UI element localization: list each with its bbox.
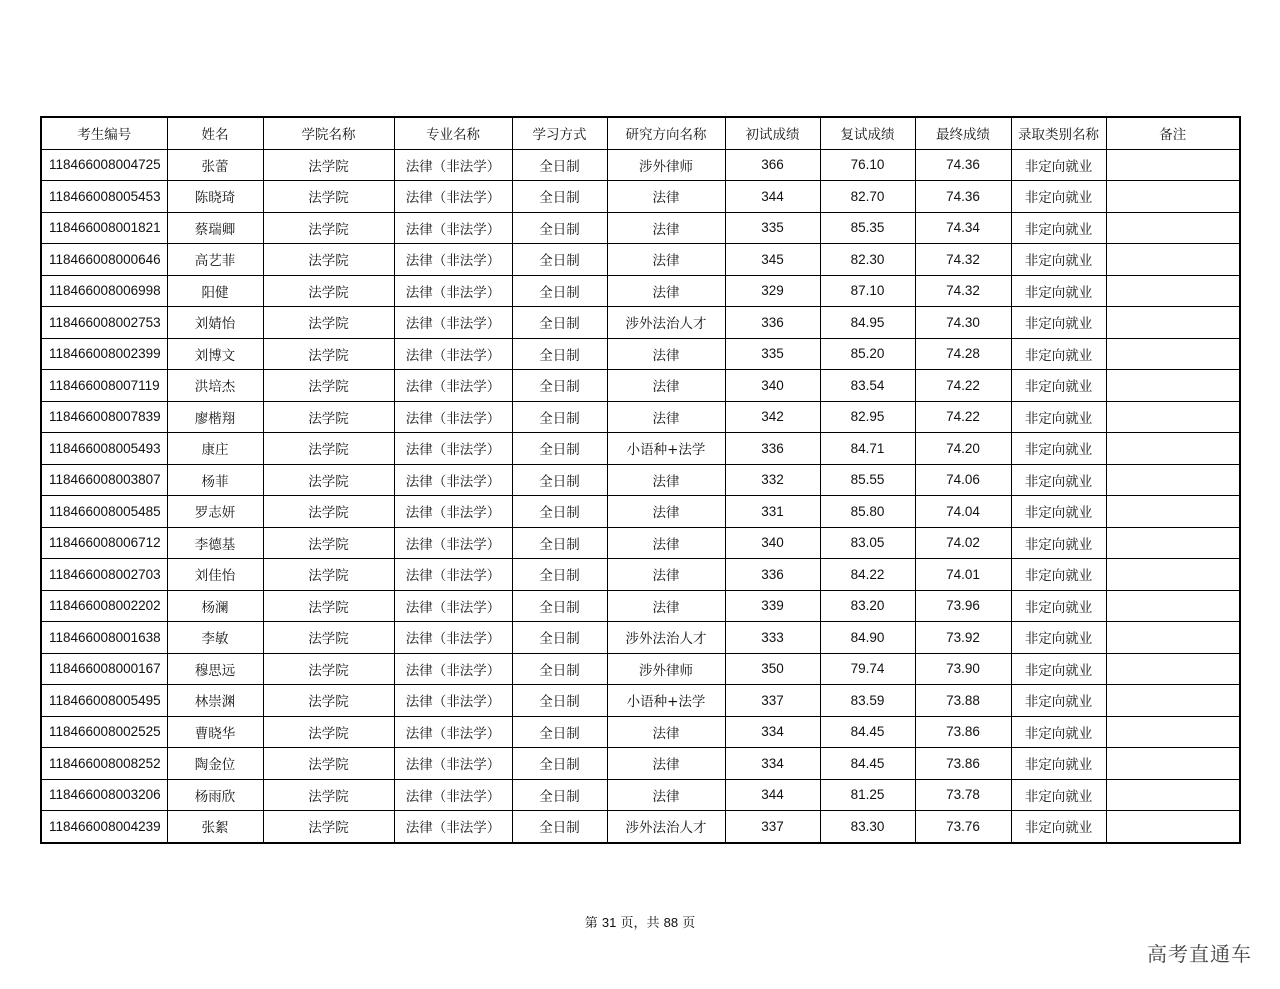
cell-name: 刘佳怡: [167, 559, 263, 591]
header-college: 学院名称: [263, 117, 394, 149]
cell-remarks: [1106, 590, 1240, 622]
cell-initial-score: 337: [725, 811, 820, 843]
cell-remarks: [1106, 559, 1240, 591]
table-row: [41, 181, 1240, 213]
cell-major: 法律（非法学）: [394, 181, 512, 213]
cell-admission-category: 非定向就业: [1011, 275, 1106, 307]
cell-study-mode: 全日制: [512, 338, 607, 370]
cell-name: 穆思远: [167, 653, 263, 685]
header-final-score: 最终成绩: [915, 117, 1011, 149]
cell-exam-id: 118466008005453: [41, 181, 167, 213]
cell-study-mode: 全日制: [512, 590, 607, 622]
cell-name: 李德基: [167, 527, 263, 559]
cell-study-mode: 全日制: [512, 275, 607, 307]
cell-retest-score: 79.74: [820, 653, 915, 685]
cell-retest-score: 84.45: [820, 748, 915, 780]
cell-final-score: 74.36: [915, 181, 1011, 213]
cell-major: 法律（非法学）: [394, 748, 512, 780]
cell-major: 法律（非法学）: [394, 401, 512, 433]
cell-admission-category: 非定向就业: [1011, 559, 1106, 591]
cell-initial-score: 350: [725, 653, 820, 685]
cell-study-mode: 全日制: [512, 370, 607, 402]
header-remarks: 备注: [1106, 117, 1240, 149]
cell-name: 阳健: [167, 275, 263, 307]
cell-admission-category: 非定向就业: [1011, 685, 1106, 717]
cell-remarks: [1106, 779, 1240, 811]
table-row: [41, 748, 1240, 780]
cell-study-mode: 全日制: [512, 244, 607, 276]
cell-final-score: 74.04: [915, 496, 1011, 528]
table-row: [41, 464, 1240, 496]
cell-research-direction: 法律: [607, 716, 725, 748]
cell-name: 洪培杰: [167, 370, 263, 402]
cell-study-mode: 全日制: [512, 653, 607, 685]
cell-research-direction: 涉外律师: [607, 653, 725, 685]
cell-college: 法学院: [263, 590, 394, 622]
cell-initial-score: 345: [725, 244, 820, 276]
cell-admission-category: 非定向就业: [1011, 244, 1106, 276]
cell-name: 廖楷翔: [167, 401, 263, 433]
cell-name: 蔡瑞卿: [167, 212, 263, 244]
cell-remarks: [1106, 307, 1240, 339]
cell-admission-category: 非定向就业: [1011, 212, 1106, 244]
cell-college: 法学院: [263, 275, 394, 307]
cell-admission-category: 非定向就业: [1011, 653, 1106, 685]
cell-initial-score: 333: [725, 622, 820, 654]
cell-initial-score: 334: [725, 748, 820, 780]
cell-admission-category: 非定向就业: [1011, 401, 1106, 433]
cell-college: 法学院: [263, 338, 394, 370]
cell-admission-category: 非定向就业: [1011, 527, 1106, 559]
cell-retest-score: 82.70: [820, 181, 915, 213]
cell-exam-id: 118466008008252: [41, 748, 167, 780]
cell-final-score: 74.22: [915, 401, 1011, 433]
cell-admission-category: 非定向就业: [1011, 181, 1106, 213]
cell-remarks: [1106, 181, 1240, 213]
cell-college: 法学院: [263, 433, 394, 465]
table-row: [41, 685, 1240, 717]
table-row: [41, 307, 1240, 339]
cell-final-score: 73.92: [915, 622, 1011, 654]
cell-final-score: 74.30: [915, 307, 1011, 339]
cell-remarks: [1106, 275, 1240, 307]
cell-exam-id: 118466008002753: [41, 307, 167, 339]
cell-college: 法学院: [263, 149, 394, 181]
cell-college: 法学院: [263, 622, 394, 654]
cell-retest-score: 85.80: [820, 496, 915, 528]
cell-admission-category: 非定向就业: [1011, 748, 1106, 780]
cell-retest-score: 87.10: [820, 275, 915, 307]
cell-remarks: [1106, 338, 1240, 370]
cell-name: 曹晓华: [167, 716, 263, 748]
cell-final-score: 74.01: [915, 559, 1011, 591]
table-row: [41, 244, 1240, 276]
cell-remarks: [1106, 653, 1240, 685]
cell-initial-score: 335: [725, 338, 820, 370]
footer-page-number: 31: [601, 915, 617, 930]
cell-final-score: 73.96: [915, 590, 1011, 622]
cell-initial-score: 332: [725, 464, 820, 496]
cell-exam-id: 118466008003807: [41, 464, 167, 496]
footer-prefix: 第: [584, 916, 598, 931]
cell-initial-score: 331: [725, 496, 820, 528]
cell-college: 法学院: [263, 716, 394, 748]
cell-study-mode: 全日制: [512, 401, 607, 433]
cell-research-direction: 法律: [607, 212, 725, 244]
table-row: [41, 622, 1240, 654]
cell-college: 法学院: [263, 653, 394, 685]
cell-exam-id: 118466008002525: [41, 716, 167, 748]
header-row: [41, 117, 1240, 149]
cell-remarks: [1106, 811, 1240, 843]
cell-major: 法律（非法学）: [394, 464, 512, 496]
cell-name: 杨澜: [167, 590, 263, 622]
cell-exam-id: 118466008007839: [41, 401, 167, 433]
cell-remarks: [1106, 622, 1240, 654]
table-row: [41, 590, 1240, 622]
cell-name: 李敏: [167, 622, 263, 654]
cell-study-mode: 全日制: [512, 685, 607, 717]
cell-research-direction: 法律: [607, 464, 725, 496]
cell-exam-id: 118466008005485: [41, 496, 167, 528]
cell-research-direction: 法律: [607, 401, 725, 433]
cell-final-score: 74.34: [915, 212, 1011, 244]
cell-research-direction: 法律: [607, 527, 725, 559]
cell-retest-score: 83.20: [820, 590, 915, 622]
cell-exam-id: 118466008002399: [41, 338, 167, 370]
cell-retest-score: 84.95: [820, 307, 915, 339]
cell-exam-id: 118466008004725: [41, 149, 167, 181]
cell-admission-category: 非定向就业: [1011, 779, 1106, 811]
header-admission-category: 录取类别名称: [1011, 117, 1106, 149]
header-name: 姓名: [167, 117, 263, 149]
cell-retest-score: 84.90: [820, 622, 915, 654]
cell-admission-category: 非定向就业: [1011, 716, 1106, 748]
cell-college: 法学院: [263, 496, 394, 528]
cell-final-score: 74.20: [915, 433, 1011, 465]
cell-remarks: [1106, 212, 1240, 244]
cell-research-direction: 法律: [607, 779, 725, 811]
cell-research-direction: 法律: [607, 338, 725, 370]
cell-major: 法律（非法学）: [394, 149, 512, 181]
cell-college: 法学院: [263, 559, 394, 591]
cell-initial-score: 329: [725, 275, 820, 307]
cell-final-score: 74.22: [915, 370, 1011, 402]
cell-major: 法律（非法学）: [394, 338, 512, 370]
cell-study-mode: 全日制: [512, 811, 607, 843]
cell-final-score: 73.88: [915, 685, 1011, 717]
cell-final-score: 74.32: [915, 244, 1011, 276]
table-body: [41, 149, 1240, 843]
cell-remarks: [1106, 685, 1240, 717]
cell-initial-score: 337: [725, 685, 820, 717]
cell-major: 法律（非法学）: [394, 433, 512, 465]
cell-retest-score: 83.59: [820, 685, 915, 717]
cell-final-score: 74.06: [915, 464, 1011, 496]
cell-remarks: [1106, 496, 1240, 528]
cell-retest-score: 85.35: [820, 212, 915, 244]
cell-name: 陶金位: [167, 748, 263, 780]
cell-retest-score: 85.55: [820, 464, 915, 496]
cell-initial-score: 336: [725, 559, 820, 591]
cell-retest-score: 81.25: [820, 779, 915, 811]
table-row: [41, 370, 1240, 402]
cell-exam-id: 118466008001638: [41, 622, 167, 654]
cell-name: 刘博文: [167, 338, 263, 370]
table-row: [41, 779, 1240, 811]
cell-study-mode: 全日制: [512, 559, 607, 591]
cell-remarks: [1106, 716, 1240, 748]
cell-final-score: 74.02: [915, 527, 1011, 559]
cell-retest-score: 83.54: [820, 370, 915, 402]
cell-college: 法学院: [263, 748, 394, 780]
cell-initial-score: 339: [725, 590, 820, 622]
table-row: [41, 559, 1240, 591]
footer-suffix: 页: [682, 916, 696, 931]
cell-exam-id: 118466008001821: [41, 212, 167, 244]
cell-major: 法律（非法学）: [394, 685, 512, 717]
cell-final-score: 74.28: [915, 338, 1011, 370]
cell-remarks: [1106, 244, 1240, 276]
cell-exam-id: 118466008002703: [41, 559, 167, 591]
cell-name: 张蕾: [167, 149, 263, 181]
cell-final-score: 74.36: [915, 149, 1011, 181]
cell-major: 法律（非法学）: [394, 370, 512, 402]
cell-remarks: [1106, 149, 1240, 181]
cell-research-direction: 法律: [607, 181, 725, 213]
header-retest-score: 复试成绩: [820, 117, 915, 149]
cell-study-mode: 全日制: [512, 748, 607, 780]
cell-final-score: 73.86: [915, 748, 1011, 780]
cell-admission-category: 非定向就业: [1011, 464, 1106, 496]
cell-initial-score: 344: [725, 779, 820, 811]
cell-remarks: [1106, 748, 1240, 780]
cell-major: 法律（非法学）: [394, 275, 512, 307]
table-row: [41, 811, 1240, 843]
cell-final-score: 73.76: [915, 811, 1011, 843]
cell-retest-score: 84.45: [820, 716, 915, 748]
cell-research-direction: 法律: [607, 275, 725, 307]
cell-study-mode: 全日制: [512, 779, 607, 811]
table-row: [41, 149, 1240, 181]
table-row: [41, 527, 1240, 559]
header-research-direction: 研究方向名称: [607, 117, 725, 149]
cell-major: 法律（非法学）: [394, 622, 512, 654]
cell-admission-category: 非定向就业: [1011, 433, 1106, 465]
cell-major: 法律（非法学）: [394, 590, 512, 622]
cell-major: 法律（非法学）: [394, 527, 512, 559]
cell-college: 法学院: [263, 527, 394, 559]
cell-research-direction: 法律: [607, 559, 725, 591]
cell-retest-score: 82.30: [820, 244, 915, 276]
cell-name: 杨雨欣: [167, 779, 263, 811]
cell-research-direction: 法律: [607, 590, 725, 622]
cell-research-direction: 小语种+法学: [607, 685, 725, 717]
cell-college: 法学院: [263, 464, 394, 496]
cell-name: 张絮: [167, 811, 263, 843]
cell-name: 陈晓琦: [167, 181, 263, 213]
cell-exam-id: 118466008007119: [41, 370, 167, 402]
cell-admission-category: 非定向就业: [1011, 370, 1106, 402]
cell-major: 法律（非法学）: [394, 307, 512, 339]
cell-admission-category: 非定向就业: [1011, 590, 1106, 622]
cell-retest-score: 82.95: [820, 401, 915, 433]
watermark-text: 高考直通车: [1147, 942, 1252, 966]
cell-college: 法学院: [263, 244, 394, 276]
cell-remarks: [1106, 464, 1240, 496]
cell-exam-id: 118466008003206: [41, 779, 167, 811]
cell-college: 法学院: [263, 307, 394, 339]
cell-admission-category: 非定向就业: [1011, 149, 1106, 181]
cell-remarks: [1106, 527, 1240, 559]
cell-college: 法学院: [263, 212, 394, 244]
header-study-mode: 学习方式: [512, 117, 607, 149]
cell-admission-category: 非定向就业: [1011, 622, 1106, 654]
cell-final-score: 73.78: [915, 779, 1011, 811]
cell-research-direction: 涉外法治人才: [607, 622, 725, 654]
cell-study-mode: 全日制: [512, 149, 607, 181]
cell-major: 法律（非法学）: [394, 496, 512, 528]
cell-study-mode: 全日制: [512, 212, 607, 244]
cell-major: 法律（非法学）: [394, 244, 512, 276]
cell-major: 法律（非法学）: [394, 811, 512, 843]
table-row: [41, 716, 1240, 748]
cell-major: 法律（非法学）: [394, 779, 512, 811]
cell-exam-id: 118466008002202: [41, 590, 167, 622]
cell-research-direction: 法律: [607, 748, 725, 780]
cell-retest-score: 84.22: [820, 559, 915, 591]
header-major: 专业名称: [394, 117, 512, 149]
table-row: [41, 338, 1240, 370]
cell-study-mode: 全日制: [512, 181, 607, 213]
cell-initial-score: 336: [725, 433, 820, 465]
table-row: [41, 275, 1240, 307]
admission-table: [40, 116, 1241, 844]
cell-exam-id: 118466008006712: [41, 527, 167, 559]
cell-retest-score: 84.71: [820, 433, 915, 465]
cell-study-mode: 全日制: [512, 496, 607, 528]
cell-college: 法学院: [263, 811, 394, 843]
header-initial-score: 初试成绩: [725, 117, 820, 149]
footer-middle: 页，共: [620, 916, 660, 931]
cell-exam-id: 118466008000167: [41, 653, 167, 685]
cell-research-direction: 涉外法治人才: [607, 307, 725, 339]
cell-initial-score: 340: [725, 527, 820, 559]
cell-study-mode: 全日制: [512, 464, 607, 496]
cell-retest-score: 76.10: [820, 149, 915, 181]
cell-research-direction: 法律: [607, 244, 725, 276]
footer-total-pages: 88: [663, 915, 679, 930]
cell-name: 罗志妍: [167, 496, 263, 528]
cell-initial-score: 344: [725, 181, 820, 213]
table-row: [41, 433, 1240, 465]
cell-remarks: [1106, 370, 1240, 402]
cell-study-mode: 全日制: [512, 716, 607, 748]
cell-admission-category: 非定向就业: [1011, 338, 1106, 370]
header-exam-id: 考生编号: [41, 117, 167, 149]
cell-exam-id: 118466008000646: [41, 244, 167, 276]
cell-initial-score: 366: [725, 149, 820, 181]
cell-initial-score: 335: [725, 212, 820, 244]
cell-remarks: [1106, 401, 1240, 433]
table-row: [41, 401, 1240, 433]
cell-final-score: 73.90: [915, 653, 1011, 685]
cell-exam-id: 118466008005493: [41, 433, 167, 465]
cell-retest-score: 83.05: [820, 527, 915, 559]
cell-study-mode: 全日制: [512, 527, 607, 559]
cell-name: 高艺菲: [167, 244, 263, 276]
cell-college: 法学院: [263, 779, 394, 811]
cell-exam-id: 118466008005495: [41, 685, 167, 717]
cell-name: 康庄: [167, 433, 263, 465]
cell-admission-category: 非定向就业: [1011, 307, 1106, 339]
cell-remarks: [1106, 433, 1240, 465]
cell-final-score: 74.32: [915, 275, 1011, 307]
cell-name: 杨菲: [167, 464, 263, 496]
cell-study-mode: 全日制: [512, 433, 607, 465]
cell-exam-id: 118466008006998: [41, 275, 167, 307]
cell-research-direction: 法律: [607, 370, 725, 402]
cell-initial-score: 334: [725, 716, 820, 748]
cell-admission-category: 非定向就业: [1011, 811, 1106, 843]
cell-admission-category: 非定向就业: [1011, 496, 1106, 528]
cell-major: 法律（非法学）: [394, 716, 512, 748]
cell-initial-score: 336: [725, 307, 820, 339]
cell-college: 法学院: [263, 370, 394, 402]
cell-college: 法学院: [263, 181, 394, 213]
cell-research-direction: 法律: [607, 496, 725, 528]
table-row: [41, 653, 1240, 685]
table-row: [41, 212, 1240, 244]
cell-initial-score: 340: [725, 370, 820, 402]
cell-final-score: 73.86: [915, 716, 1011, 748]
admission-table-container: [40, 116, 1240, 844]
cell-name: 刘婧怡: [167, 307, 263, 339]
cell-major: 法律（非法学）: [394, 653, 512, 685]
cell-initial-score: 342: [725, 401, 820, 433]
cell-study-mode: 全日制: [512, 622, 607, 654]
cell-name: 林崇渊: [167, 685, 263, 717]
table-header: [41, 117, 1240, 149]
cell-research-direction: 涉外法治人才: [607, 811, 725, 843]
cell-retest-score: 83.30: [820, 811, 915, 843]
cell-study-mode: 全日制: [512, 307, 607, 339]
cell-college: 法学院: [263, 401, 394, 433]
page-footer: [0, 912, 1280, 931]
cell-major: 法律（非法学）: [394, 559, 512, 591]
cell-exam-id: 118466008004239: [41, 811, 167, 843]
cell-research-direction: 涉外律师: [607, 149, 725, 181]
table-row: [41, 496, 1240, 528]
cell-major: 法律（非法学）: [394, 212, 512, 244]
cell-research-direction: 小语种+法学: [607, 433, 725, 465]
cell-college: 法学院: [263, 685, 394, 717]
cell-retest-score: 85.20: [820, 338, 915, 370]
